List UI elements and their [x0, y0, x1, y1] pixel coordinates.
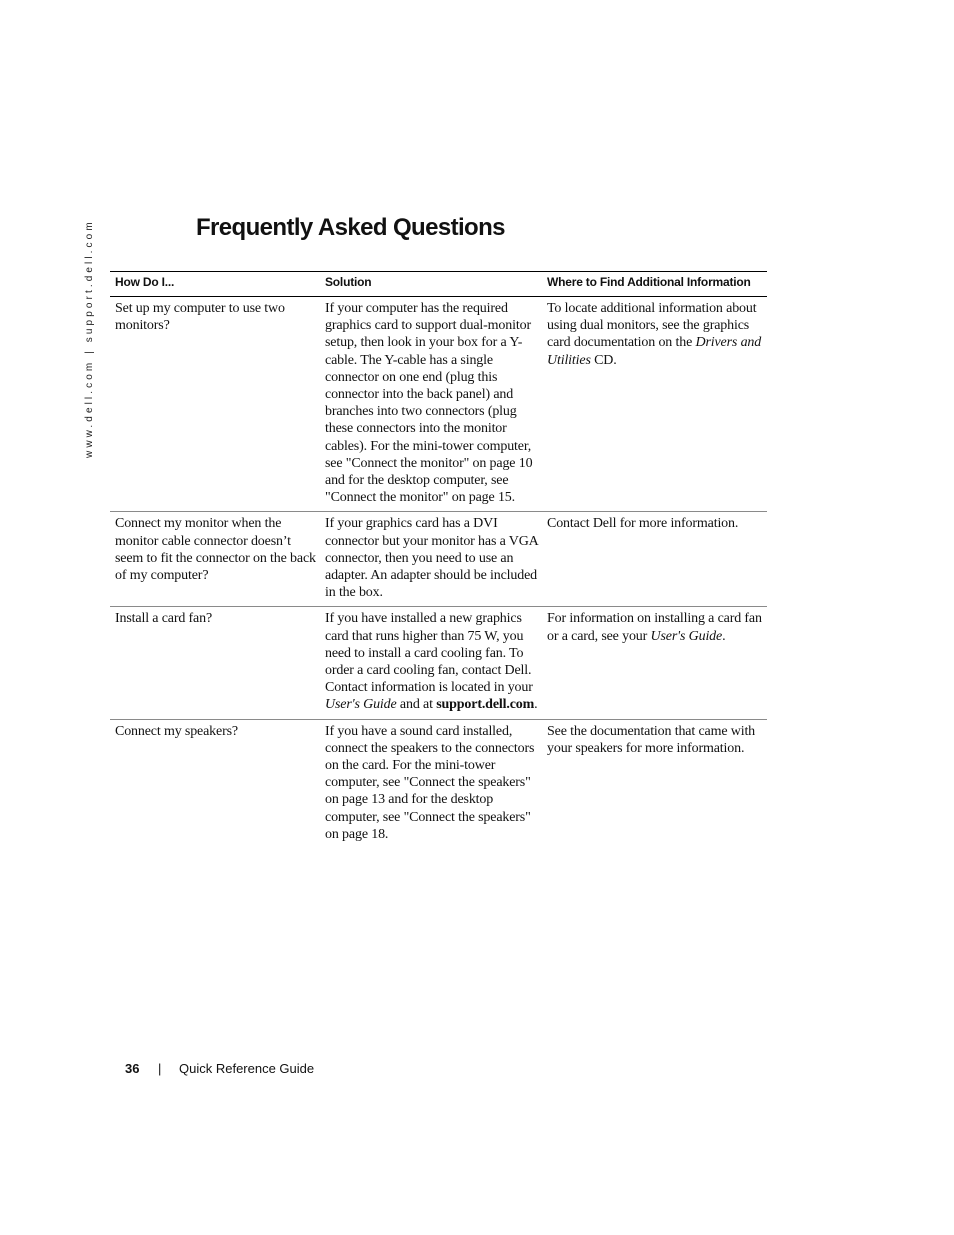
guide-title: Quick Reference Guide	[179, 1061, 315, 1076]
page-number: 36	[125, 1061, 140, 1076]
side-url-text: www.dell.com | support.dell.com	[84, 219, 95, 458]
solution-cell	[320, 607, 542, 719]
info-emphasis: Drivers and Utilities	[547, 335, 762, 368]
info-emphasis: User's Guide	[650, 628, 723, 644]
info-text: To locate additional information about using dual monitors, see the graphics card documentation on the	[547, 301, 757, 351]
question-cell: Connect my monitor when the monitor cable connector doesn’t seem to fit the connector on the back of my computer?	[115, 516, 316, 584]
solution-text: If you have installed a new graphics card that runs higher than 75 W, you need to install a card cooling fan. To order a card cooling fan, contact Dell. Contact information is located in your	[325, 611, 533, 696]
solution-emphasis: User's Guide	[325, 697, 397, 713]
faq-table	[110, 271, 767, 848]
page-title: Frequently Asked Questions	[196, 214, 505, 241]
footer-separator: |	[158, 1061, 162, 1076]
info-cell	[542, 297, 767, 512]
info-text-end: .	[722, 628, 726, 644]
info-cell: Contact Dell for more information.	[547, 516, 739, 532]
solution-text-end: .	[534, 697, 538, 713]
table-row	[110, 607, 767, 719]
support-link[interactable]: support.dell.com	[436, 697, 535, 713]
table-row	[110, 297, 767, 512]
column-header-solution: Solution	[325, 275, 372, 289]
column-header-how: How Do I...	[115, 275, 175, 289]
question-cell: Install a card fan?	[115, 611, 213, 627]
info-cell	[542, 607, 767, 719]
question-cell: Connect my speakers?	[115, 723, 238, 739]
question-cell: Set up my computer to use two monitors?	[115, 301, 285, 334]
solution-cell: If your computer has the required graphics card to support dual-monitor setup, then look in your box for a Y-cable. The Y-cable has a single connector on one end (plug this connector into the back panel) and branches into two connectors (plug these connectors into the monitor cables). For the mini-tower computer, see "Connect the monitor" on page 10 and for the desktop computer, see "Connect the monitor" on page 15.	[325, 301, 533, 506]
table-row	[110, 719, 767, 848]
table-row	[110, 512, 767, 607]
solution-cell: If your graphics card has a DVI connector but your monitor has a VGA connector, then you need to use an adapter. An adapter should be included in the box.	[325, 516, 538, 601]
column-header-info: Where to Find Additional Information	[547, 275, 751, 289]
table-header-row	[110, 272, 767, 297]
info-cell: See the documentation that came with your speakers for more information.	[547, 723, 756, 756]
solution-text-mid: and at	[396, 697, 437, 713]
info-text-end: CD.	[590, 352, 617, 368]
info-text: For information on installing a card fan or a card, see your	[547, 611, 762, 644]
solution-cell: If you have a sound card installed, connect the speakers to the connectors on the card. For the mini-tower computer, see "Connect the speakers" on page 13 and for the desktop computer, see "Connect the speakers" on page 18.	[325, 723, 535, 842]
